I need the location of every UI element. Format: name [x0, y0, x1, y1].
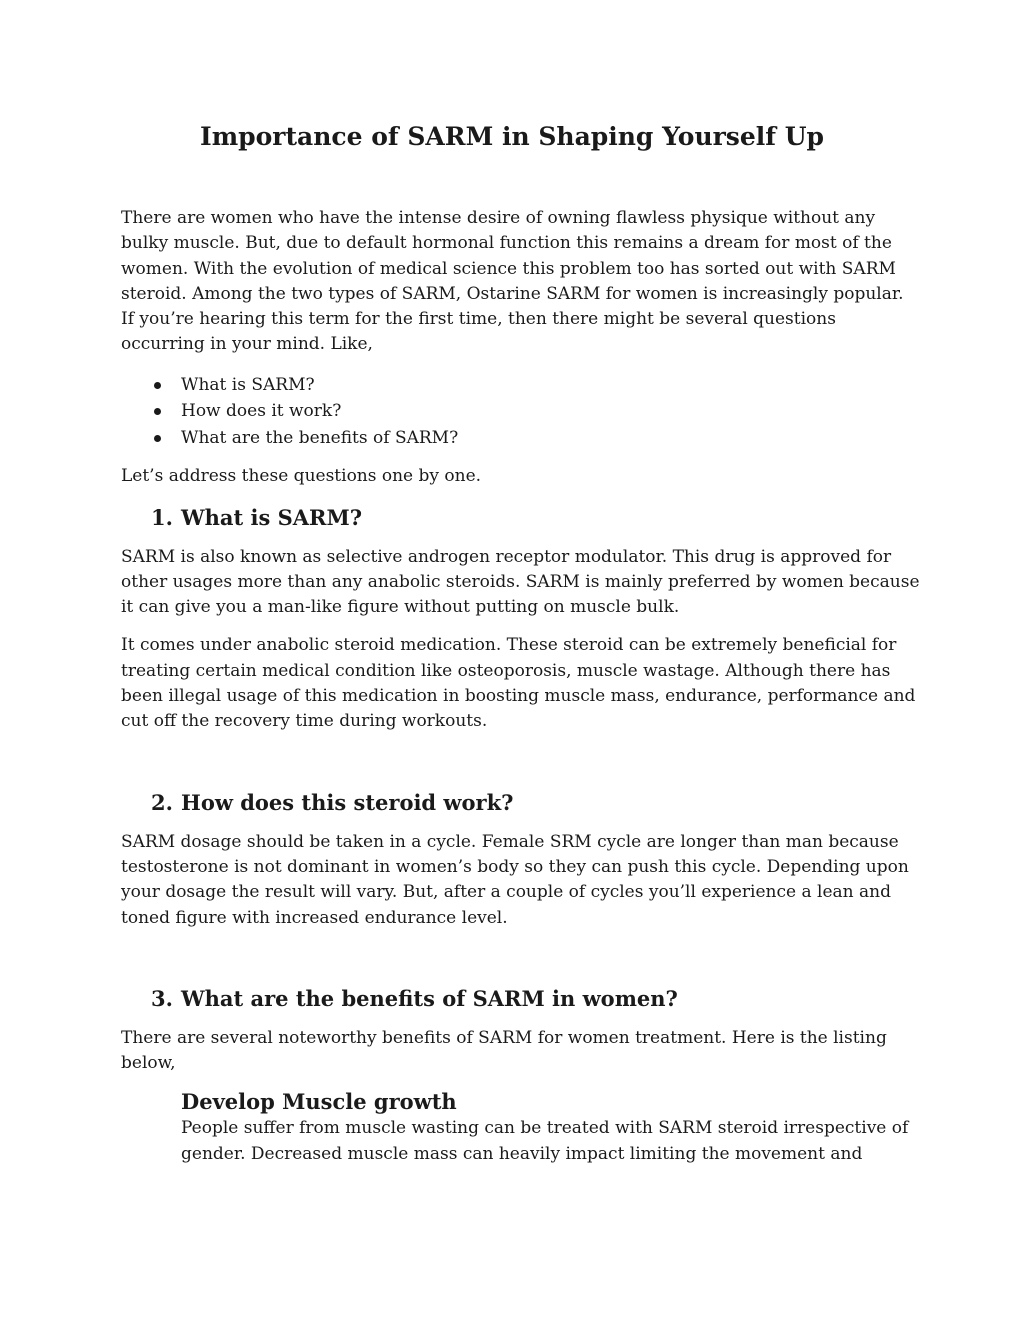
- section-heading-what-is-sarm: [121, 504, 921, 532]
- list-item-text: What is SARM?: [181, 374, 315, 395]
- transition-paragraph: Let’s address these questions one by one.: [121, 466, 482, 487]
- document-body: [121, 206, 921, 1167]
- bullet-icon: [154, 435, 161, 442]
- section-heading-text: What are the benefits of SARM in women?: [181, 985, 678, 1011]
- section-paragraph: It comes under anabolic steroid medication. These steroid can be extremely beneficial for treating certain medical condition like osteoporosis, muscle wastage. Although there has been illegal usage of this medication in boosting muscle mass, endurance, performance and cut off the recovery time during workouts.: [121, 635, 916, 732]
- list-item: [121, 398, 921, 425]
- list-item-text: What are the benefits of SARM?: [181, 427, 459, 448]
- question-list: [121, 372, 921, 452]
- section-paragraph: SARM is also known as selective androgen receptor modulator. This drug is approved for other usages more than any anabolic steroids. SARM is mainly preferred by women because it can give you a man-like figure without putting on muscle bulk.: [121, 546, 920, 618]
- section-number: 1.: [151, 504, 173, 530]
- section-number: 3.: [151, 985, 173, 1011]
- benefit-paragraph: People suffer from muscle wasting can be treated with SARM steroid irrespective of gender. Decreased muscle mass can heavily impact limiting the movement and: [181, 1118, 909, 1164]
- list-item-text: How does it work?: [181, 401, 342, 422]
- bullet-icon: [154, 382, 161, 389]
- section-heading-text: What is SARM?: [181, 504, 363, 530]
- section-heading-how-it-works: [121, 789, 921, 817]
- intro-paragraph: There are women who have the intense desire of owning flawless physique without any bulky muscle. But, due to default hormonal function this remains a dream for most of the women. With the evolution of medical science this problem too has sorted out with SARM steroid. Among the two types of SARM, Ostarine SARM for women is increasingly popular. If you’re hearing this term for the first time, then there might be several questions occurring in your mind. Like,: [121, 208, 904, 355]
- page-title: Importance of SARM in Shaping Yourself Up: [200, 122, 825, 151]
- section-paragraph: SARM dosage should be taken in a cycle. Female SRM cycle are longer than man because testosterone is not dominant in women’s body so they can push this cycle. Depending upon your dosage the result will vary. But, after a couple of cycles you’ll experience a lean and toned figure with increased endurance level.: [121, 831, 909, 928]
- list-item: [121, 425, 921, 452]
- section-heading-benefits: [121, 985, 921, 1013]
- bullet-icon: [154, 408, 161, 415]
- list-item: [121, 372, 921, 399]
- section-heading-text: How does this steroid work?: [181, 789, 514, 815]
- section-paragraph: There are several noteworthy benefits of SARM for women treatment. Here is the listing below,: [121, 1027, 887, 1074]
- section-number: 2.: [151, 789, 173, 815]
- benefit-heading: Develop Muscle growth: [181, 1089, 457, 1115]
